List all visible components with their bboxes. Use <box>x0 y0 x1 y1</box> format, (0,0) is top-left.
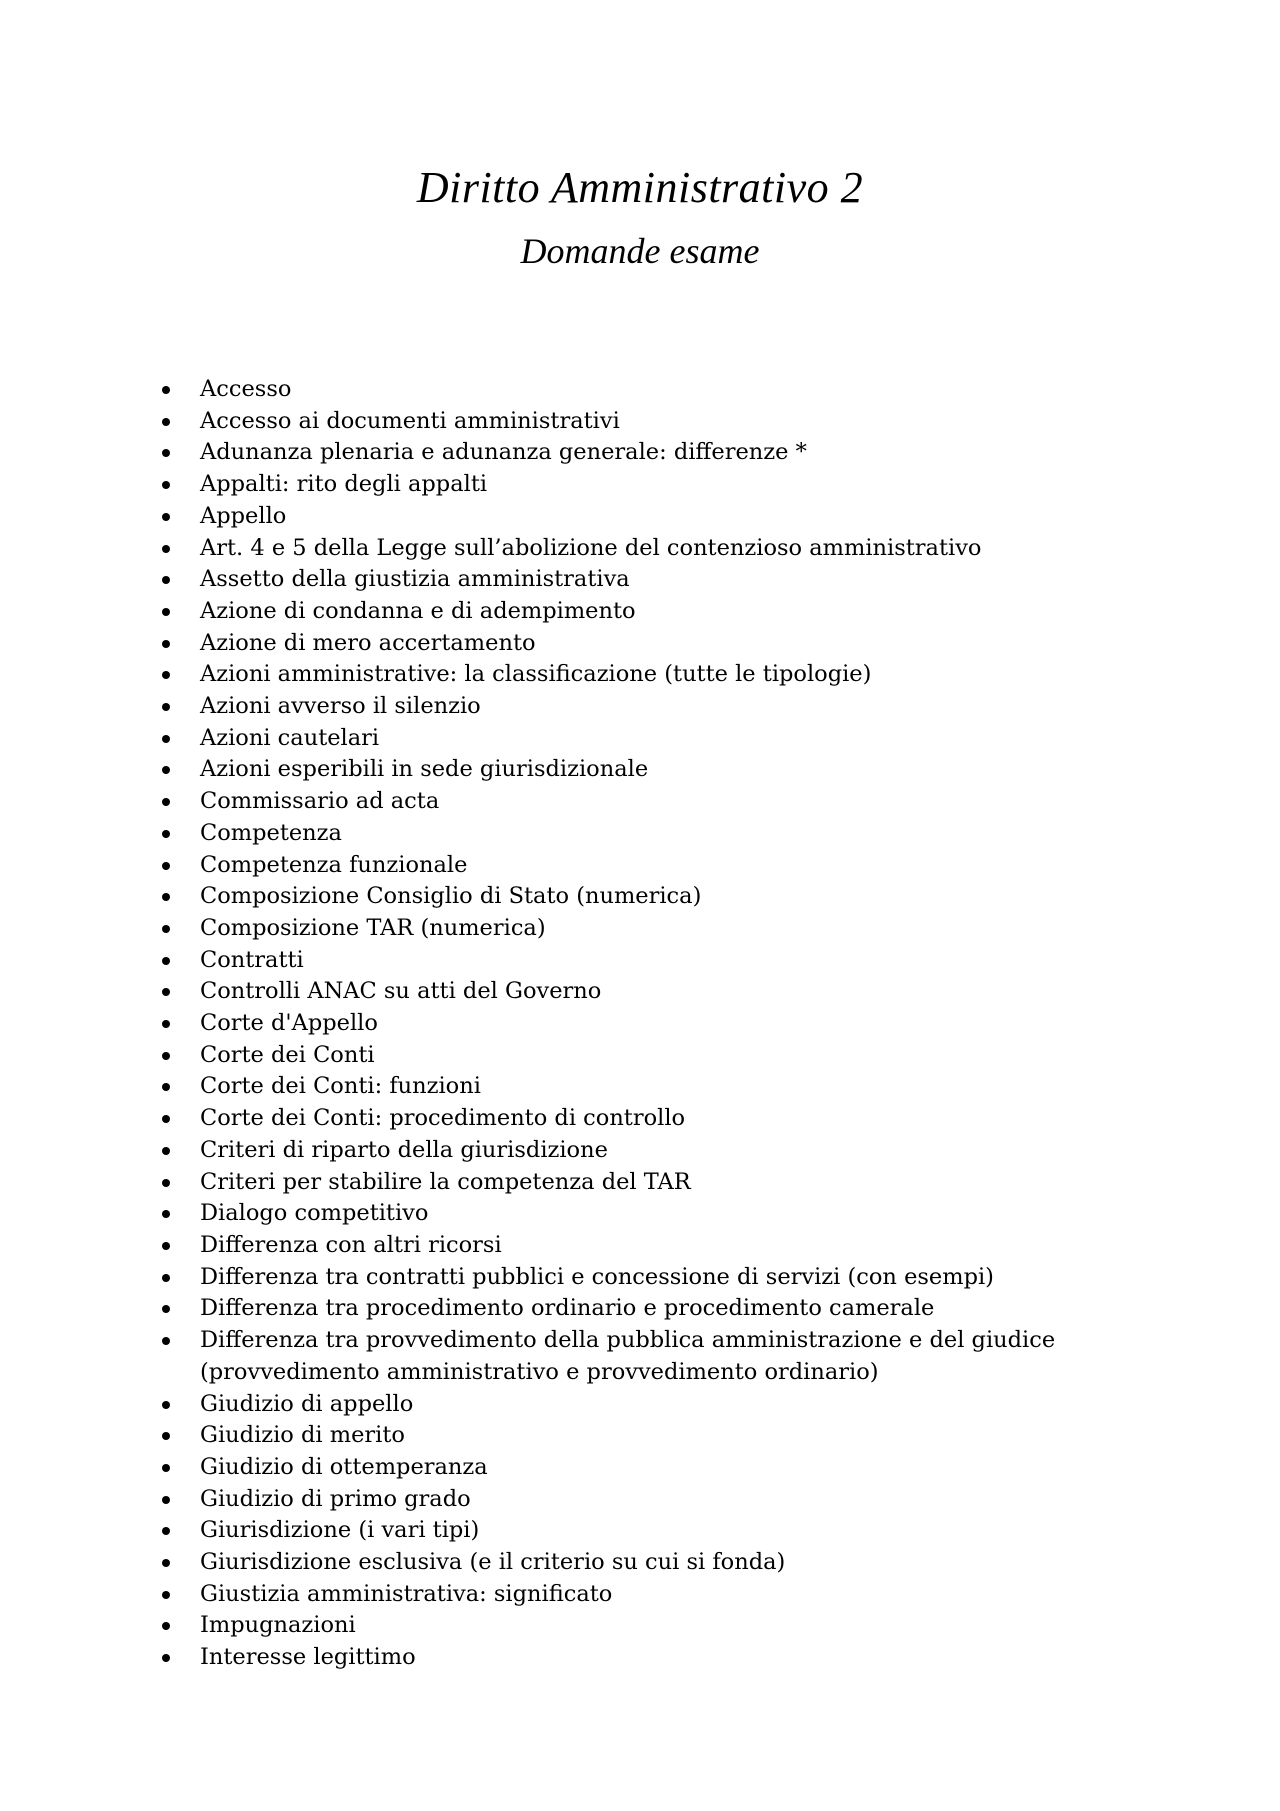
list-item <box>156 659 1156 691</box>
list-item-text: Corte dei Conti: procedimento di controllo <box>200 1105 686 1132</box>
list-item-text: Azioni esperibili in sede giurisdizionale <box>200 756 649 783</box>
list-item-text: Accesso <box>200 376 292 402</box>
list-item-text: Differenza tra contratti pubblici e concessione di servizi (con esempi) <box>200 1263 994 1290</box>
list-item <box>156 945 1156 977</box>
bullet-icon <box>162 576 170 584</box>
list-item <box>156 754 1156 786</box>
list-item-text: Appalti: rito degli appalti <box>200 471 488 498</box>
list-item-text: Dialogo competitivo <box>200 1200 429 1227</box>
list-item <box>156 976 1156 1008</box>
list-item <box>156 1579 1156 1611</box>
list-item <box>156 1389 1156 1421</box>
list-item <box>156 1040 1156 1072</box>
list-item-text: Differenza tra provvedimento della pubblica amministrazione e del giudice (provvedimento amministrativo e provvedimento ordinario) <box>200 1327 1056 1385</box>
list-item <box>156 564 1156 596</box>
list-item-text: Giudizio di primo grado <box>200 1485 471 1512</box>
list-item <box>156 818 1156 850</box>
list-item <box>156 1071 1156 1103</box>
bullet-icon <box>162 1401 170 1409</box>
bullet-icon <box>162 1432 170 1440</box>
list-item <box>156 469 1156 501</box>
list-item <box>156 1642 1156 1674</box>
bullet-icon <box>162 735 170 743</box>
list-item <box>156 533 1156 565</box>
bullet-icon <box>162 1210 170 1218</box>
list-item <box>156 1515 1156 1547</box>
list-item-text: Giudizio di merito <box>200 1422 405 1449</box>
list-item-text: Corte dei Conti: funzioni <box>200 1073 481 1100</box>
list-item-text: Contratti <box>200 946 304 973</box>
list-item-text: Azioni amministrative: la classificazione (tutte le tipologie) <box>200 661 872 688</box>
bullet-icon <box>162 862 170 870</box>
bullet-icon <box>162 481 170 489</box>
list-item-text: Differenza con altri ricorsi <box>200 1231 502 1258</box>
list-item <box>156 1135 1156 1167</box>
bullet-icon <box>162 386 170 394</box>
bullet-icon <box>162 988 170 996</box>
list-item <box>156 501 1156 533</box>
document-title: Diritto Amministrativo 2 <box>416 163 864 212</box>
list-item-text: Corte d'Appello <box>200 1010 378 1037</box>
question-list <box>156 374 1156 1674</box>
bullet-icon <box>162 1274 170 1282</box>
bullet-icon <box>162 957 170 965</box>
bullet-icon <box>162 671 170 679</box>
bullet-icon <box>162 1559 170 1567</box>
bullet-icon <box>162 545 170 553</box>
list-item-text: Giurisdizione (i vari tipi) <box>200 1517 480 1544</box>
list-item-text: Azione di condanna e di adempimento <box>200 597 636 624</box>
list-item <box>156 1008 1156 1040</box>
list-item <box>156 1293 1156 1325</box>
bullet-icon <box>162 703 170 711</box>
list-item-text: Composizione TAR (numerica) <box>200 914 546 941</box>
list-item <box>156 1610 1156 1642</box>
bullet-icon <box>162 1527 170 1535</box>
list-item-text: Azione di mero accertamento <box>200 629 536 656</box>
list-item <box>156 913 1156 945</box>
list-item-text: Giurisdizione esclusiva (e il criterio su cui si fonda) <box>200 1549 786 1576</box>
list-item-text: Assetto della giustizia amministrativa <box>200 566 630 593</box>
list-item <box>156 406 1156 438</box>
list-item-text: Impugnazioni <box>200 1612 356 1639</box>
list-item <box>156 1484 1156 1516</box>
list-item-text: Corte dei Conti <box>200 1041 375 1068</box>
bullet-icon <box>162 608 170 616</box>
list-item <box>156 1103 1156 1135</box>
list-item <box>156 1167 1156 1199</box>
list-item-text: Azioni avverso il silenzio <box>200 693 481 720</box>
bullet-icon <box>162 1305 170 1313</box>
list-item-text: Interesse legittimo <box>200 1644 416 1671</box>
bullet-icon <box>162 925 170 933</box>
bullet-icon <box>162 893 170 901</box>
list-item <box>156 1325 1156 1388</box>
list-item-text: Giudizio di ottemperanza <box>200 1453 488 1480</box>
bullet-icon <box>162 1083 170 1091</box>
bullet-icon <box>162 1242 170 1250</box>
bullet-icon <box>162 830 170 838</box>
list-item-text: Giudizio di appello <box>200 1390 414 1417</box>
list-item-text: Composizione Consiglio di Stato (numerica) <box>200 883 702 910</box>
list-item-text: Giustizia amministrativa: significato <box>200 1580 613 1607</box>
list-item-text: Competenza funzionale <box>200 851 468 878</box>
bullet-icon <box>162 640 170 648</box>
list-item <box>156 437 1156 469</box>
bullet-icon <box>162 1020 170 1028</box>
bullet-icon <box>162 513 170 521</box>
bullet-icon <box>162 1337 170 1345</box>
bullet-icon <box>162 1464 170 1472</box>
list-item-text: Art. 4 e 5 della Legge sull’abolizione del contenzioso amministrativo <box>200 534 982 561</box>
bullet-icon <box>162 1052 170 1060</box>
list-item-text: Appello <box>200 502 287 529</box>
list-item <box>156 691 1156 723</box>
list-item <box>156 1198 1156 1230</box>
list-item-text: Criteri per stabilire la competenza del TAR <box>200 1168 691 1195</box>
bullet-icon <box>162 418 170 426</box>
list-item-text: Adunanza plenaria e adunanza generale: differenze * <box>200 439 807 466</box>
bullet-icon <box>162 766 170 774</box>
list-item <box>156 1452 1156 1484</box>
bullet-icon <box>162 1147 170 1155</box>
document-subtitle: Domande esame <box>520 231 760 271</box>
bullet-icon <box>162 1591 170 1599</box>
list-item <box>156 628 1156 660</box>
bullet-icon <box>162 1115 170 1123</box>
list-item-text: Commissario ad acta <box>200 788 440 815</box>
list-item-text: Criteri di riparto della giurisdizione <box>200 1136 608 1163</box>
list-item <box>156 850 1156 882</box>
list-item-text: Competenza <box>200 819 342 846</box>
bullet-icon <box>162 1654 170 1662</box>
list-item-text: Azioni cautelari <box>200 724 380 751</box>
list-item-text: Accesso ai documenti amministrativi <box>200 407 620 434</box>
bullet-icon <box>162 1496 170 1504</box>
list-item <box>156 1262 1156 1294</box>
list-item <box>156 786 1156 818</box>
bullet-icon <box>162 449 170 457</box>
list-item-text: Differenza tra procedimento ordinario e procedimento camerale <box>200 1295 935 1322</box>
list-item <box>156 723 1156 755</box>
list-item-text: Controlli ANAC su atti del Governo <box>200 978 602 1005</box>
list-item <box>156 1547 1156 1579</box>
list-item <box>156 596 1156 628</box>
list-item <box>156 374 1156 406</box>
list-item <box>156 1230 1156 1262</box>
bullet-icon <box>162 798 170 806</box>
bullet-icon <box>162 1179 170 1187</box>
list-item <box>156 881 1156 913</box>
list-item <box>156 1420 1156 1452</box>
bullet-icon <box>162 1622 170 1630</box>
